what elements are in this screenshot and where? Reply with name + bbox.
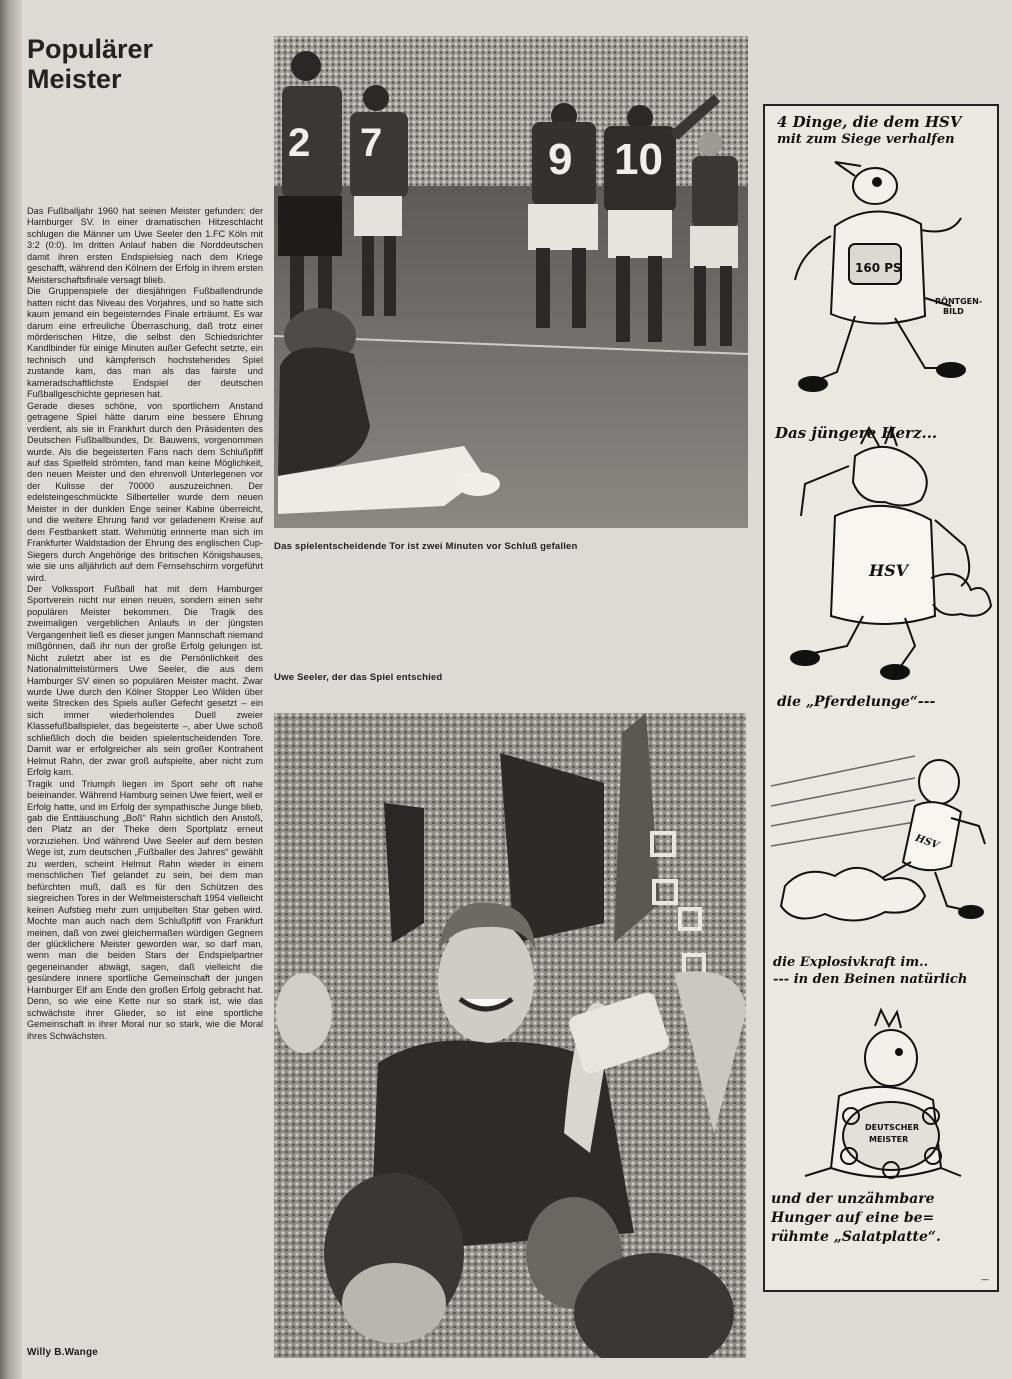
page-binding-edge (0, 0, 22, 1379)
photo-uwe-seeler-celebration (274, 713, 746, 1358)
cartoon-caption-legs (773, 954, 967, 988)
article-title (27, 34, 257, 94)
caption-top-photo: Das spielentscheidende Tor ist zwei Minuten vor Schluß gefallen (274, 541, 578, 552)
cartoon-heading-line: mit zum Siege verhalfen (777, 132, 955, 147)
xray-label: RÖNTGEN- (935, 297, 983, 306)
xray-label: BILD (943, 307, 964, 316)
cartoon-figure-horse (791, 428, 991, 679)
jersey-number: 9 (548, 135, 573, 184)
cartoon-figure-engine (795, 162, 965, 391)
paragraph: Die Gruppenspiele der diesjährigen Fußballendrunde hatten nicht das Niveau des Vorjahres, und so hatte sich kaum jemand ein begeisterndes Finale erträumt. Es war darum eine erfreuliche Überraschung, daß trotz einer mörderischen Hitze, die selbst den Schiedsrichter Kandlbinder für einige Minuten außer Gefecht setzte, ein technisch und kämpferisch hochstehendes Spiel zustande kam, das man als das fairste und kameradschaftlichste Endspiel der deutschen Fußballgeschichte gepriesen hat. (27, 286, 263, 400)
jersey-number: 7 (360, 121, 383, 165)
cartoon-caption-heart: Das jüngere Herz... (775, 424, 938, 442)
plate-label: MEISTER (869, 1135, 909, 1144)
caption-bottom-photo: Uwe Seeler, der das Spiel entschied (274, 672, 443, 683)
engine-label: 160 PS (855, 261, 902, 275)
cartoon-caption-line: --- in den Beinen natürlich (773, 972, 968, 987)
paragraph: Das Fußballjahr 1960 hat seinen Meister gefunden: der Hamburger SV. In einer dramatischen Hitzeschlacht schlugen die Männer um Uwe Seeler den 1.FC Köln mit 3:2 (0:0). Im dritten Anlauf haben die Norddeutschen damit ihren ersten Endspielsieg nach dem Kriege geschafft, während den Kölnern der Erfolg in ihrem ersten Meisterschaftsfinale versagt blieb. (27, 206, 263, 285)
runner-label: HSV (913, 832, 941, 852)
cartoon-figure-plate (805, 1010, 961, 1178)
photo-match-celebration (274, 36, 748, 528)
cartoon-heading-line: 4 Dinge, die dem HSV (777, 113, 962, 131)
cartoon-signature: — (981, 1275, 989, 1284)
cartoon-caption-line: die Explosivkraft im.. (773, 955, 929, 970)
paragraph: Tragik und Triumph liegen im Sport sehr oft nahe beieinander. Während Hamburg seinen Uwe feiert, weil er Erfolg hatte, und im Erfolg der sympathische Junge blieb, gab die Enttäuschung „Boß“ Rahn sichtlich den Anstoß, den Platz an der Theke dem Sportplatz erneut vorzuziehen. Und während Uwe Seeler auf dem besten Wege ist, zum deutschen „Fußballer des Jahres“ gewählt zu werden, scheint Helmut Rahn wieder in einem menschlichen Tief gelandet zu sein, bei dem man befürchten muß, daß es für den Schützen des siegreichen Tores in der Weltmeisterschaft 1954 vielleicht keinen Aufstieg mehr zum umjubelten Star geben wird. Mochte man auch nach dem Schlußpfiff von Frankfurt meinen, daß von zwei gleichermaßen würdigen Gegnern der glücklichere Meister geworden war, so darf man, wenn man die beiden Stars der Endspielpartner gegeneinander abwägt, sagen, daß vielleicht die gesündere innere sportliche Gemeinschaft der jungen Hamburger Elf am Ende den großen Erfolg gebracht hat. Denn, so wie eine Kette nur so stark ist, wie das schwächste ihrer Glieder, so ist eine sportliche Gemeinschaft in ihrer Moral nur so stark, wie die Moral ihres Schwächsten. (27, 778, 263, 1041)
cartoon-caption-line: und der unzähmbare (771, 1191, 935, 1207)
show-through-text (630, 517, 760, 627)
jersey-number: 2 (288, 121, 311, 165)
cartoon-caption-line: rühmte „Salatplatte“. (771, 1229, 941, 1245)
paragraph: Gerade dieses schöne, von sportlichem Anstand getragene Spiel hätte darum eine bessere Ehrung verdient, als sie in Frankfurt durch den Präsidenten des Deutschen Fußballbundes, Dr. Bauwens, vorgenommen wurde. Als die begeisterten Fans nach dem Schlußpfiff auf das Spielfeld strömten, fand man keine Möglichkeit, den neuen Meister und den ehrenvoll Unterlegenen vor der Kulisse der 70000 auszuzeichnen. Der edelsteingeschmückte Silberteller wurde dem neuen Meister in der dunklen Enge seiner Kabine überreicht, und die weitere Ehrung fand vor geladenem Kreise auf dem Festbankett statt. Wehmütig erinnerte man sich im Frankfurter Waldstadion der Ehrung des englischen Cup-Siegers durch Angehörige des britischen Königshauses, wie sie uns alljährlich auf dem Fernsehschirm vorgeführt wird. (27, 400, 263, 583)
shirt-label: HSV (869, 561, 909, 580)
title-line-2: Meister (27, 64, 122, 94)
article-body (27, 206, 263, 1324)
cartoon-caption-line: Hunger auf eine be= (771, 1210, 935, 1226)
cartoon-panel (763, 104, 999, 1292)
title-line-1: Populärer (27, 34, 154, 64)
cartoon-figure-runner (771, 756, 985, 921)
plate-label: DEUTSCHER (865, 1123, 920, 1132)
paragraph: Der Volkssport Fußball hat mit dem Hamburger Sportverein nicht nur einen neuen, sondern einen sehr populären Meister bekommen. Die Tragik des zweimaligen vergeblichen Anlaufs in der jüngsten Vergangenheit ließ es dieser jungen Mannschaft niemand mißgönnen, daß ihr nun der große Erfolg gelungen ist. Nicht zuletzt aber ist es die Persönlichkeit des Nationalmittelstürmers Uwe Seeler, die aus dem Hamburger SV einen so populären Meister macht. Zwar wurde Uwe durch den Kölner Stopper Leo Wilden über weite Strecken des Spiels außer Gefecht gesetzt – ein sich immer wiederholendes Duell zweier Klassefußballspieler, das begeisterte –, aber Uwe schoß schließlich doch die beiden spielentscheidenden Tore. Damit war er erfolgreicher als sein großer Kontrahent Helmut Rahn, der zwar groß aufspielte, aber nicht zum Erfolg kam. (27, 583, 263, 778)
byline: Willy B.Wange (27, 1347, 99, 1358)
cartoon-caption-hunger (771, 1190, 941, 1247)
jersey-number: 10 (614, 135, 663, 184)
cartoon-caption-lung: die „Pferdelunge“--- (777, 694, 936, 710)
